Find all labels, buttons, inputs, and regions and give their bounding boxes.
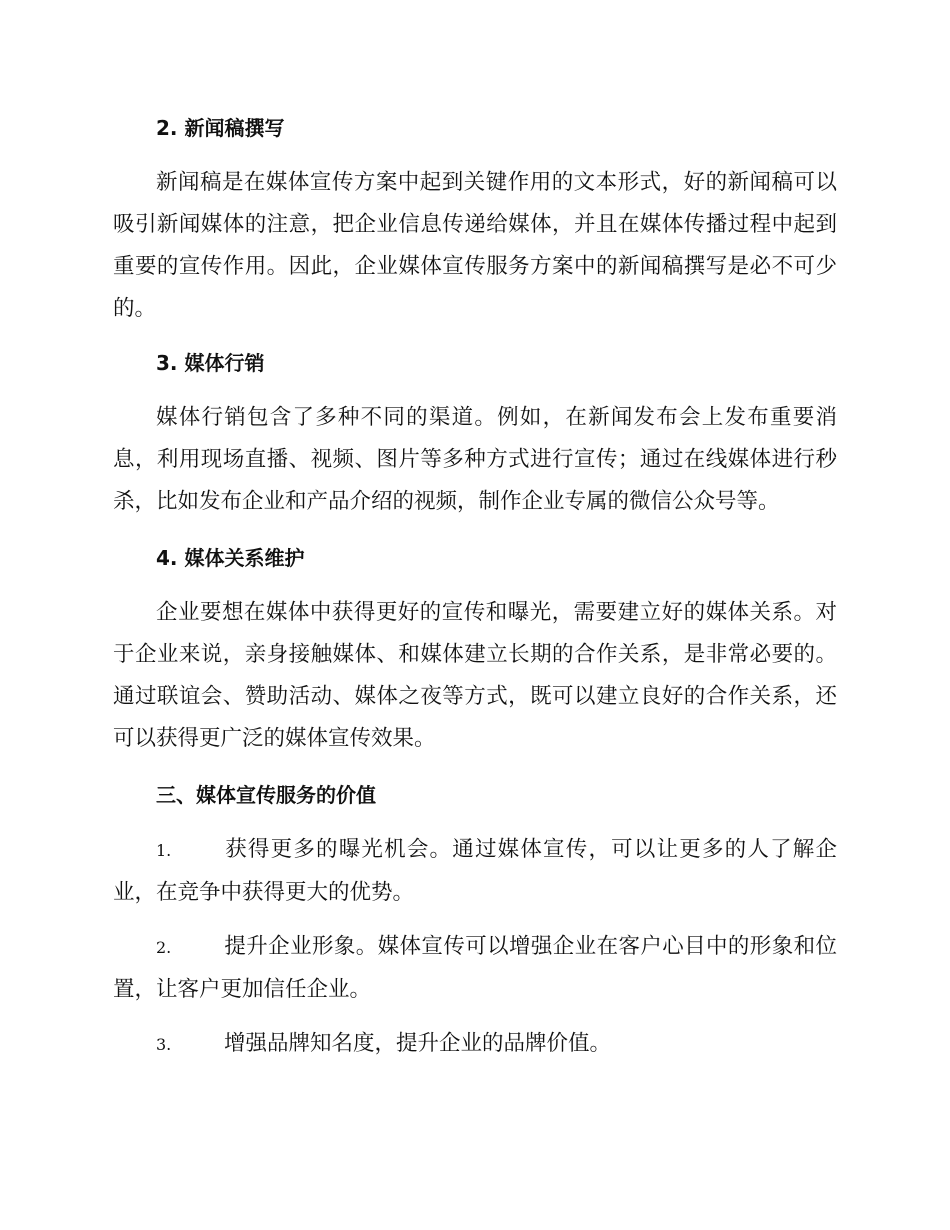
paragraph-media-relations: 企业要想在媒体中获得更好的宣传和曝光，需要建立好的媒体关系。对于企业来说，亲身接触媒体、和媒体建立长期的合作关系，是非常必要的。通过联谊会、赞助活动、媒体之夜等方式，既可以建立良好的合作关系，还可以获得更广泛的媒体宣传效果。 bbox=[113, 600, 837, 751]
section-heading-service-value: 三、媒体宣传服务的价值 bbox=[156, 783, 376, 807]
list-number: 3. bbox=[156, 1035, 172, 1054]
list-item-text: 获得更多的曝光机会。通过媒体宣传，可以让更多的人了解企业，在竞争中获得更大的优势。 bbox=[113, 837, 837, 905]
paragraph-media-marketing: 媒体行销包含了多种不同的渠道。例如，在新闻发布会上发布重要消息，利用现场直播、视频、图片等多种方式进行宣传；通过在线媒体进行秒杀，比如发布企业和产品介绍的视频，制作企业专属的微信公众号等。 bbox=[113, 405, 837, 514]
value-list-item bbox=[113, 1023, 837, 1066]
list-number: 2. bbox=[156, 938, 172, 957]
value-list-item bbox=[113, 829, 837, 914]
list-number: 1. bbox=[156, 841, 172, 860]
section-heading-news-writing: 2. 新闻稿撰写 bbox=[156, 116, 285, 140]
section-heading-media-relations: 4. 媒体关系维护 bbox=[156, 546, 305, 570]
section-heading-media-marketing: 3. 媒体行销 bbox=[156, 351, 265, 375]
value-list-item bbox=[113, 926, 837, 1011]
list-item-text: 提升企业形象。媒体宣传可以增强企业在客户心目中的形象和位置，让客户更加信任企业。 bbox=[113, 934, 837, 1002]
list-item-text: 增强品牌知名度，提升企业的品牌价值。 bbox=[224, 1031, 612, 1056]
paragraph-news-writing: 新闻稿是在媒体宣传方案中起到关键作用的文本形式，好的新闻稿可以吸引新闻媒体的注意，把企业信息传递给媒体，并且在媒体传播过程中起到重要的宣传作用。因此，企业媒体宣传服务方案中的新闻稿撰写是必不可少的。 bbox=[113, 170, 837, 321]
